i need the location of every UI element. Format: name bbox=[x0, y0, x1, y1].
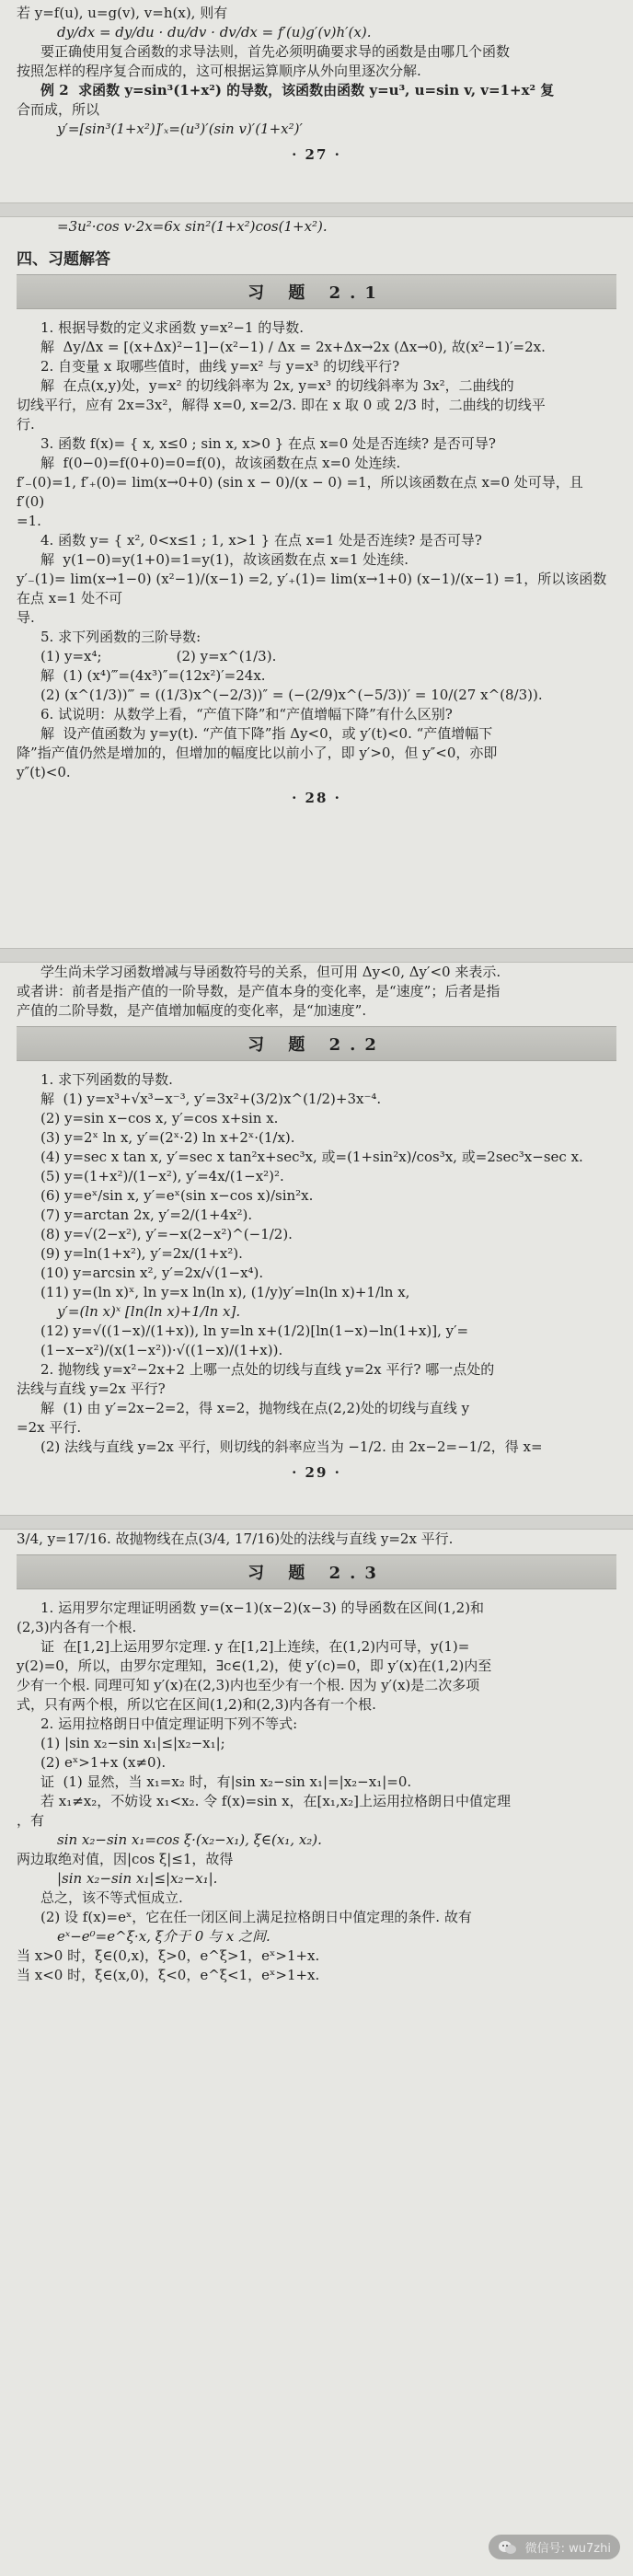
text-line: ，有 bbox=[17, 1812, 45, 1829]
text-line: 2. 抛物线 y=x²−2x+2 上哪一点处的切线与直线 y=2x 平行? 哪一点处的 bbox=[40, 1361, 495, 1378]
text-line: 3. 函数 f(x)= { x, x≤0 ; sin x, x>0 } 在点 x=0 处是否连续? 是否可导? bbox=[40, 435, 496, 452]
text-line: (1) y=x⁴; (2) y=x^(1/3). bbox=[40, 648, 277, 664]
page-divider bbox=[0, 948, 633, 963]
formula-line: |sin x₂−sin x₁|≤|x₂−x₁|. bbox=[57, 1870, 218, 1887]
exercise-header-2-1: 习 题 2.1 bbox=[17, 274, 616, 309]
example-line: 例 2 求函数 y=sin³(1+x²) 的导数，该函数由函数 y=u³, u=sin v, v=1+x² 复 bbox=[40, 82, 555, 98]
text-line: 总之，该不等式恒成立. bbox=[40, 1889, 183, 1906]
text-line: 解 y(1−0)=y(1+0)=1=y(1)，故该函数在点 x=1 处连续. bbox=[40, 551, 409, 568]
text-line: 要正确使用复合函数的求导法则，首先必须明确要求导的函数是由哪几个函数 bbox=[40, 43, 511, 60]
text-line: 若 x₁≠x₂，不妨设 x₁<x₂. 令 f(x)=sin x，在[x₁,x₂]上运用拉格朗日中值定理 bbox=[40, 1793, 511, 1809]
text-line: y′₋(1)= lim(x→1−0) (x²−1)/(x−1) =2, y′₊(1)= lim(x→1+0) (x−1)/(x−1) =1，所以该函数在点 x=1 处不可 bbox=[17, 571, 607, 606]
text-line: 若 y=f(u), u=g(v), v=h(x), 则有 bbox=[17, 5, 228, 21]
text-line: 当 x>0 时，ξ∈(0,x)，ξ>0，e^ξ>1，eˣ>1+x. bbox=[17, 1947, 320, 1964]
page-30 bbox=[0, 1530, 633, 1985]
formula-line: y′=[sin³(1+x²)]′ₓ=(u³)′(sin v)′(1+x²)′ bbox=[57, 121, 303, 137]
text-line: (9) y=ln(1+x²), y′=2x/(1+x²). bbox=[40, 1245, 243, 1262]
wechat-icon bbox=[498, 2539, 518, 2556]
text-line: (10) y=arcsin x², y′=2x/√(1−x⁴). bbox=[40, 1265, 264, 1281]
text-line: 导. bbox=[17, 609, 35, 626]
formula-line: eˣ−e⁰=e^ξ·x, ξ介于 0 与 x 之间. bbox=[57, 1928, 270, 1945]
page-number: · 27 · bbox=[292, 146, 341, 163]
text-line: 解 Δy/Δx = [(x+Δx)²−1]−(x²−1) / Δx = 2x+Δx→2x (Δx→0), 故(x²−1)′=2x. bbox=[40, 339, 546, 355]
text-line: (8) y=√(2−x²), y′=−x(2−x²)^(−1/2). bbox=[40, 1226, 293, 1242]
text-line: (2) 法线与直线 y=2x 平行，则切线的斜率应当为 −1/2. 由 2x−2=−1/2，得 x= bbox=[40, 1438, 543, 1455]
text-line: 4. 函数 y= { x², 0<x≤1 ; 1, x>1 } 在点 x=1 处是否连续? 是否可导? bbox=[40, 532, 482, 549]
section-title: 四、习题解答 bbox=[17, 250, 110, 269]
text-line: 解 (1) y=x³+√x³−x⁻³, y′=3x²+(3/2)x^(1/2)+3x⁻⁴. bbox=[40, 1091, 382, 1107]
text-line: 2. 运用拉格朗日中值定理证明下列不等式: bbox=[40, 1715, 298, 1732]
text-line: 或者讲：前者是指产值的一阶导数，是产值本身的变化率，是“速度”；后者是指 bbox=[17, 983, 501, 999]
text-line: 当 x<0 时，ξ∈(x,0)，ξ<0，e^ξ<1，eˣ>1+x. bbox=[17, 1967, 320, 1983]
text-line: (7) y=arctan 2x, y′=2/(1+4x²). bbox=[40, 1207, 253, 1223]
text-line: 5. 求下列函数的三阶导数: bbox=[40, 629, 201, 645]
text-line: =1. bbox=[17, 513, 41, 529]
text-line: (1) |sin x₂−sin x₁|≤|x₂−x₁|; bbox=[40, 1735, 225, 1751]
text-line: (4) y=sec x tan x, y′=sec x tan²x+sec³x, 或=(1+sin²x)/cos³x, 或=2sec³x−sec x. bbox=[40, 1149, 583, 1165]
text-line: 式，只有两个根，所以它在区间(1,2)和(2,3)内各有一个根. bbox=[17, 1696, 376, 1713]
text-line: y″(t)<0. bbox=[17, 764, 71, 780]
page-27-fragment bbox=[0, 4, 633, 172]
text-line: 切线平行，应有 2x=3x²，解得 x=0, x=2/3. 即在 x 取 0 或 2/3 时，二曲线的切线平 bbox=[17, 397, 546, 413]
text-line: 6. 试说明：从数学上看，“产值下降”和“产值增幅下降”有什么区别? bbox=[40, 706, 453, 722]
text-line: 产值的二阶导数，是产值增加幅度的变化率，是“加速度”. bbox=[17, 1002, 367, 1019]
page-28 bbox=[0, 217, 633, 815]
text-line: (5) y=(1+x²)/(1−x²), y′=4x/(1−x²)². bbox=[40, 1168, 284, 1184]
text-line: 1. 运用罗尔定理证明函数 y=(x−1)(x−2)(x−3) 的导函数在区间(1,2)和 bbox=[40, 1600, 485, 1616]
text-line: =2x 平行. bbox=[17, 1419, 82, 1436]
formula-line: sin x₂−sin x₁=cos ξ·(x₂−x₁), ξ∈(x₁, x₂). bbox=[57, 1831, 322, 1848]
text-line: 少有一个根. 同理可知 y′(x)在(2,3)内也至少有一个根. 因为 y′(x)是二次多项 bbox=[17, 1677, 480, 1693]
text-line: (6) y=eˣ/sin x, y′=eˣ(sin x−cos x)/sin²x. bbox=[40, 1187, 314, 1204]
watermark-text: 微信号: wu7zhi bbox=[524, 2542, 611, 2556]
text-line: f′₋(0)=1, f′₊(0)= lim(x→0+0) (sin x − 0)/(x − 0) =1，所以该函数在点 x=0 处可导，且 f′(0) bbox=[17, 474, 588, 510]
page-divider bbox=[0, 202, 633, 217]
wechat-watermark bbox=[489, 2535, 620, 2559]
text-line: 1. 求下列函数的导数. bbox=[40, 1071, 173, 1088]
text-line: y(2)=0，所以，由罗尔定理知，∃c∈(1,2)，使 y′(c)=0，即 y′(x)在(1,2)内至 bbox=[17, 1658, 492, 1674]
text-line: (2) y=sin x−cos x, y′=cos x+sin x. bbox=[40, 1110, 279, 1126]
formula-line: dy/dx = dy/du · du/dv · dv/dx = f′(u)g′(v)h′(x). bbox=[57, 24, 372, 40]
text-line: 合而成，所以 bbox=[17, 101, 100, 118]
formula-line: y′=(ln x)ˣ [ln(ln x)+1/ln x]. bbox=[57, 1303, 241, 1320]
text-line: 法线与直线 y=2x 平行? bbox=[17, 1380, 166, 1397]
formula-line: =3u²·cos v·2x=6x sin²(1+x²)cos(1+x²). bbox=[57, 218, 328, 235]
text-line: 解 设产值函数为 y=y(t). “产值下降”指 Δy<0，或 y′(t)<0. “产值增幅下 bbox=[40, 725, 493, 742]
text-line: 证 在[1,2]上运用罗尔定理. y 在[1,2]上连续，在(1,2)内可导，y(1)= bbox=[40, 1638, 470, 1655]
text-line: (3) y=2ˣ ln x, y′=(2ˣ·2) ln x+2ˣ·(1/x). bbox=[40, 1129, 295, 1146]
text-line: 按照怎样的程序复合而成的，这可根据运算顺序从外向里逐次分解. bbox=[17, 63, 421, 79]
text-line: 学生尚未学习函数增减与导函数符号的关系，但可用 Δy<0, Δy′<0 来表示. bbox=[40, 964, 501, 980]
text-line: 证 (1) 显然，当 x₁=x₂ 时，有|sin x₂−sin x₁|=|x₂−x₁|=0. bbox=[40, 1773, 412, 1790]
text-line: (11) y=(ln x)ˣ, ln y=x ln(ln x), (1/y)y′=ln(ln x)+1/ln x, bbox=[40, 1284, 410, 1300]
text-line: (2) eˣ>1+x (x≠0). bbox=[40, 1754, 167, 1771]
text-line: 解 在点(x,y)处，y=x² 的切线斜率为 2x, y=x³ 的切线斜率为 3x²，二曲线的 bbox=[40, 377, 514, 394]
text-line: (12) y=√((1−x)/(1+x)), ln y=ln x+(1/2)[ln(1−x)−ln(1+x)], y′=(1−x−x²)/(x(1−x²))·√((1−x)/(1+x)). bbox=[40, 1323, 469, 1358]
text-line: 3/4, y=17/16. 故抛物线在点(3/4, 17/16)处的法线与直线 y=2x 平行. bbox=[17, 1531, 454, 1547]
text-line: 2. 自变量 x 取哪些值时，曲线 y=x² 与 y=x³ 的切线平行? bbox=[40, 358, 400, 375]
text-line: 降”指产值仍然是增加的，但增加的幅度比以前小了，即 y′>0，但 y″<0，亦即 bbox=[17, 745, 498, 761]
text-line: 解 (1) 由 y′=2x−2=2，得 x=2，抛物线在点(2,2)处的切线与直线 y bbox=[40, 1400, 470, 1416]
exercise-header-2-2: 习 题 2.2 bbox=[17, 1026, 616, 1061]
page-number: · 29 · bbox=[292, 1464, 341, 1481]
text-line: 行. bbox=[17, 416, 35, 433]
page-divider bbox=[0, 1515, 633, 1530]
text-line: 解 f(0−0)=f(0+0)=0=f(0)，故该函数在点 x=0 处连续. bbox=[40, 455, 401, 471]
text-line: 1. 根据导数的定义求函数 y=x²−1 的导数. bbox=[40, 319, 305, 336]
exercise-header-2-3: 习 题 2.3 bbox=[17, 1554, 616, 1589]
page-29 bbox=[0, 963, 633, 1490]
text-line: 两边取绝对值，因|cos ξ|≤1，故得 bbox=[17, 1851, 234, 1867]
text-line: (2) 设 f(x)=eˣ，它在任一闭区间上满足拉格朗日中值定理的条件. 故有 bbox=[40, 1909, 472, 1925]
text-line: (2) (x^(1/3))‴ = ((1/3)x^(−2/3))″ = (−(2/9)x^(−5/3))′ = 10/(27 x^(8/3)). bbox=[40, 687, 543, 703]
text-line: 解 (1) (x⁴)‴=(4x³)″=(12x²)′=24x. bbox=[40, 667, 266, 684]
page-number: · 28 · bbox=[292, 790, 341, 806]
text-line: (2,3)内各有一个根. bbox=[17, 1619, 137, 1635]
